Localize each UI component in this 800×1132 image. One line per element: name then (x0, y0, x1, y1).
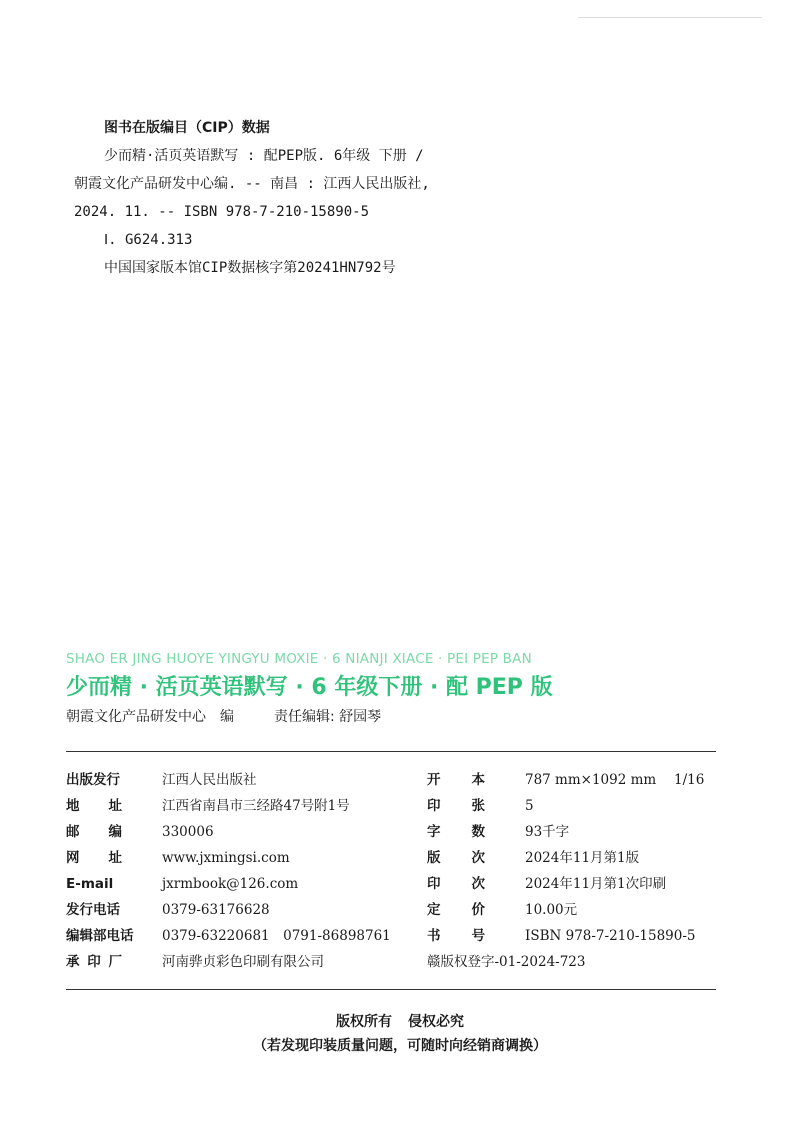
copyright-reserved: 版权所有 (336, 1014, 392, 1030)
spec-row (427, 796, 704, 822)
top-edge-rule (578, 17, 762, 18)
responsible-editor: 责任编辑: 舒园琴 (274, 709, 382, 725)
spec-value: www.jxmingsi.com (162, 850, 290, 866)
spec-label-char: 编 (108, 824, 122, 840)
spec-value: 2024年11月第1版 (525, 850, 640, 866)
spec-label-char: 数 (471, 824, 485, 840)
spec-label-char: 张 (471, 798, 485, 814)
spec-label-char: 邮 (66, 824, 80, 840)
spec-label: 赣版权登字-01-2024-723 (427, 954, 586, 970)
spec-bottom-rule (66, 989, 716, 990)
spec-value: 2024年11月第1次印刷 (525, 876, 667, 892)
spec-label-char: 址 (108, 798, 122, 814)
spec-label (427, 770, 525, 790)
spec-label (427, 796, 525, 816)
spec-label (427, 848, 525, 868)
spec-row (427, 874, 704, 900)
cip-line-classification: Ⅰ. G624.313 (104, 232, 193, 248)
spec-label-char: 次 (471, 876, 485, 892)
spec-value: 5 (525, 798, 534, 814)
spec-label-char: 网 (66, 850, 80, 866)
spec-top-rule (66, 751, 716, 752)
spec-label-char: 字 (427, 824, 441, 840)
editor-organization: 朝霞文化产品研发中心 编 (66, 709, 234, 725)
spec-value: ISBN 978-7-210-15890-5 (525, 928, 696, 944)
cip-line-title: 少而精·活页英语默写 : 配PEP版. 6年级 下册 / (104, 148, 424, 164)
spec-label-char: 厂 (108, 954, 122, 970)
spec-label-char: 价 (471, 902, 485, 918)
spec-row (66, 796, 391, 822)
spec-label: 编辑部电话 (66, 928, 134, 944)
spec-row (427, 848, 704, 874)
spec-value: jxrmbook@126.com (162, 876, 299, 892)
spec-label (66, 796, 162, 816)
spec-value: 330006 (162, 824, 214, 840)
spec-row (66, 952, 391, 978)
spec-value: 0379-63220681 0791-86898761 (162, 928, 391, 944)
spec-label-char: 印 (87, 954, 101, 970)
spec-row (66, 900, 391, 926)
spec-label (427, 822, 525, 842)
cip-line-record-number: 中国国家版本馆CIP数据核字第20241HN792号 (104, 260, 396, 276)
spec-value: 787 mm×1092 mm 1/16 (525, 772, 705, 788)
spec-label-char: 版 (427, 850, 441, 866)
spec-label (66, 952, 162, 972)
spec-label-char: 印 (427, 876, 441, 892)
cip-line-publisher: 朝霞文化产品研发中心编. -- 南昌 : 江西人民出版社, (74, 176, 430, 192)
cip-line-isbn: 2024. 11. -- ISBN 978-7-210-15890-5 (74, 204, 370, 220)
publication-specs-right (427, 770, 704, 978)
spec-label: 出版发行 (66, 772, 120, 788)
quality-exchange-notice: （若发现印装质量问题，可随时向经销商调换） (253, 1038, 547, 1054)
spec-value: 93千字 (525, 824, 570, 840)
spec-row (66, 926, 391, 952)
book-credits (66, 706, 381, 726)
spec-label: E-mail (66, 876, 114, 892)
spec-row (427, 952, 704, 978)
spec-row (66, 848, 391, 874)
spec-label-char: 号 (471, 928, 485, 944)
infringement-notice: 侵权必究 (408, 1014, 464, 1030)
spec-label (427, 926, 525, 946)
spec-label-char: 次 (471, 850, 485, 866)
spec-row (427, 900, 704, 926)
spec-label-char: 址 (108, 850, 122, 866)
copyright-statement (0, 1011, 800, 1031)
spec-row (427, 770, 704, 796)
spec-label-char: 开 (427, 772, 441, 788)
publication-specs-left (66, 770, 391, 978)
spec-value: 0379-63176628 (162, 902, 270, 918)
spec-label-char: 书 (427, 928, 441, 944)
spec-row (66, 770, 391, 796)
cip-heading: 图书在版编目（CIP）数据 (104, 120, 270, 136)
spec-row (66, 874, 391, 900)
spec-label (66, 848, 162, 868)
spec-row (427, 926, 704, 952)
spec-label (427, 900, 525, 920)
spec-value: 江西省南昌市三经路47号附1号 (162, 798, 350, 814)
spec-label (427, 874, 525, 894)
book-title-pinyin: SHAO ER JING HUOYE YINGYU MOXIE · 6 NIANJI XIACE · PEI PEP BAN (66, 651, 532, 667)
spec-row (66, 822, 391, 848)
spec-row (427, 822, 704, 848)
cip-data-block (74, 114, 734, 282)
spec-label-char: 地 (66, 798, 80, 814)
spec-value: 江西人民出版社 (162, 772, 257, 788)
book-title: 少而精 · 活页英语默写 · 6 年级下册 · 配 PEP 版 (66, 675, 553, 700)
spec-label: 发行电话 (66, 902, 120, 918)
spec-label (66, 822, 162, 842)
spec-value: 10.00元 (525, 902, 578, 918)
spec-label-char: 本 (471, 772, 485, 788)
spec-label-char: 定 (427, 902, 441, 918)
spec-value: 河南骅贞彩色印刷有限公司 (162, 954, 324, 970)
spec-label-char: 承 (66, 954, 80, 970)
spec-label-char: 印 (427, 798, 441, 814)
